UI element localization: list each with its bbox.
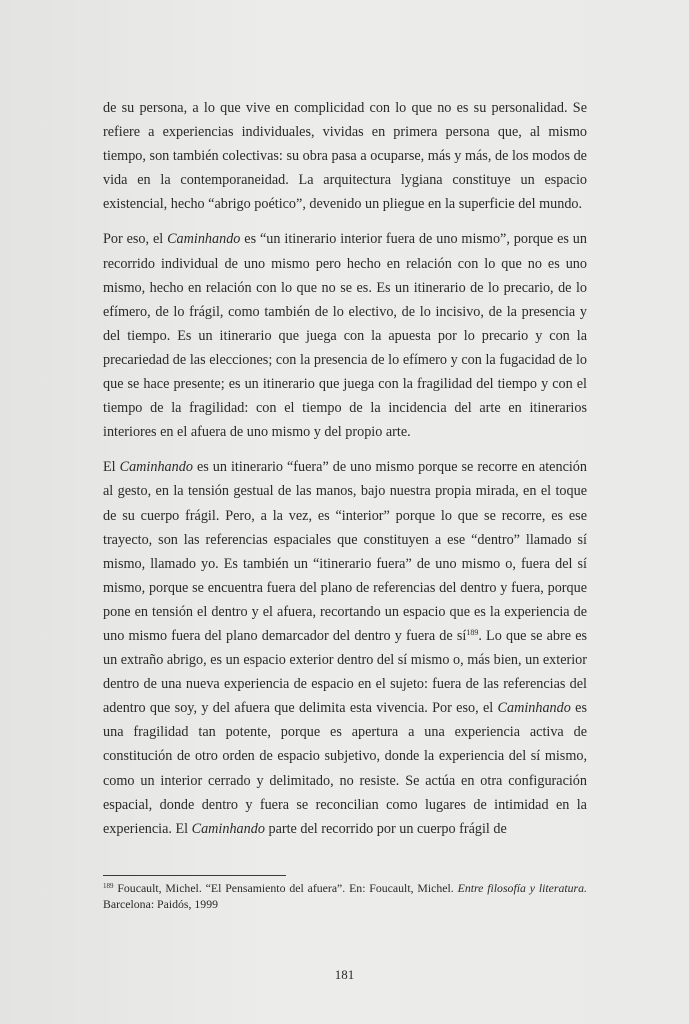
italic-title: Caminhando [119, 459, 193, 476]
footnote-marker: 189 [103, 882, 114, 890]
footnote: $^{189}$ Foucault, Michel. “El Pensamiento del afuera”. En: Foucault, Michel. Entre filosofía y literatura. Barcelona: Paidós, 1999 [103, 881, 588, 911]
footnote-rule [103, 875, 286, 876]
italic-title: Caminhando [191, 820, 265, 837]
paragraph-1: de su persona, a lo que vive en complicidad con lo que no es su personalidad. Se refiere a experiencias individuales, vividas en primera persona que, al mismo tiempo, son también colectivas: su obra pasa a ocuparse, más y más, de los modos de vida en la contemporaneidad. La arquitectura lygiana constituye un espacio existencial, hecho “abrigo poético”, devenido un pliegue en la superficie del mundo. [103, 100, 587, 213]
italic-title: Entre filosofía y literatura. [457, 881, 588, 895]
paragraph-3: El Caminhando es un itinerario “fuera” de uno mismo porque se recorre en atención al gesto, en la tensión gestual de las manos, bajo nuestra propia mirada, en el toque de su cuerpo frágil. Pero, a la vez, es “interior” porque lo que se recorre, es ese trayecto, son las referencias espaciales que constituyen a ese “dentro” llamado sí mismo, llamado yo. Es también un “itinerario fuera” de uno mismo o, fuera del sí mismo, porque se encuentra fuera del plano de referencias del dentro y fuera, porque pone en tensión el dentro y el afuera, recortando un espacio que es la experiencia de uno mismo fuera del plano demarcador del dentro y fuera de $sí^{189}$. Lo que se abre es un extraño abrigo, es un espacio exterior dentro del sí mismo o, más bien, un exterior dentro de una nueva experiencia de espacio en el sujeto: fuera de las referencias del adentro que soy, y del afuera que delimita esta vivencia. Por eso, el Caminhando es una fragilidad tan potente, porque es apertura a una experiencia activa de constitución de otro orden de espacio subjetivo, donde la experiencia del sí mismo, como un interior cerrado y delimitado, no resiste. Se actúa en otra configuración espacial, donde dentro y fuera se reconcilian como lugares de intimidad en la experiencia. El Caminhando parte del recorrido por un cuerpo frágil de [103, 459, 588, 837]
italic-title: Caminhando [497, 700, 571, 717]
italic-title: Caminhando [167, 231, 241, 248]
footnote-marker: 189 [466, 627, 479, 637]
page-number: 181 [334, 967, 355, 982]
paragraph-2: Por eso, el Caminhando es “un itinerario interior fuera de uno mismo”, porque es un recorrido individual de uno mismo pero hecho en relación con lo que no es uno mismo, hecho en relación con lo que no se es. Es un itinerario de lo precario, de lo efímero, de lo frágil, como también de lo electivo, de lo incisivo, de la presencia y del tiempo. Es un itinerario que juega con la apuesta por lo precario y con la precariedad de las elecciones; con la presencia de lo efímero y con la fugacidad de lo que se hace presente; es un itinerario que juega con la fragilidad del tiempo y con el tiempo de la fragilidad: con el tiempo de la incidencia del arte en itinerarios interiores en el afuera de uno mismo y del propio arte. [103, 231, 587, 441]
body-text [103, 96, 587, 852]
